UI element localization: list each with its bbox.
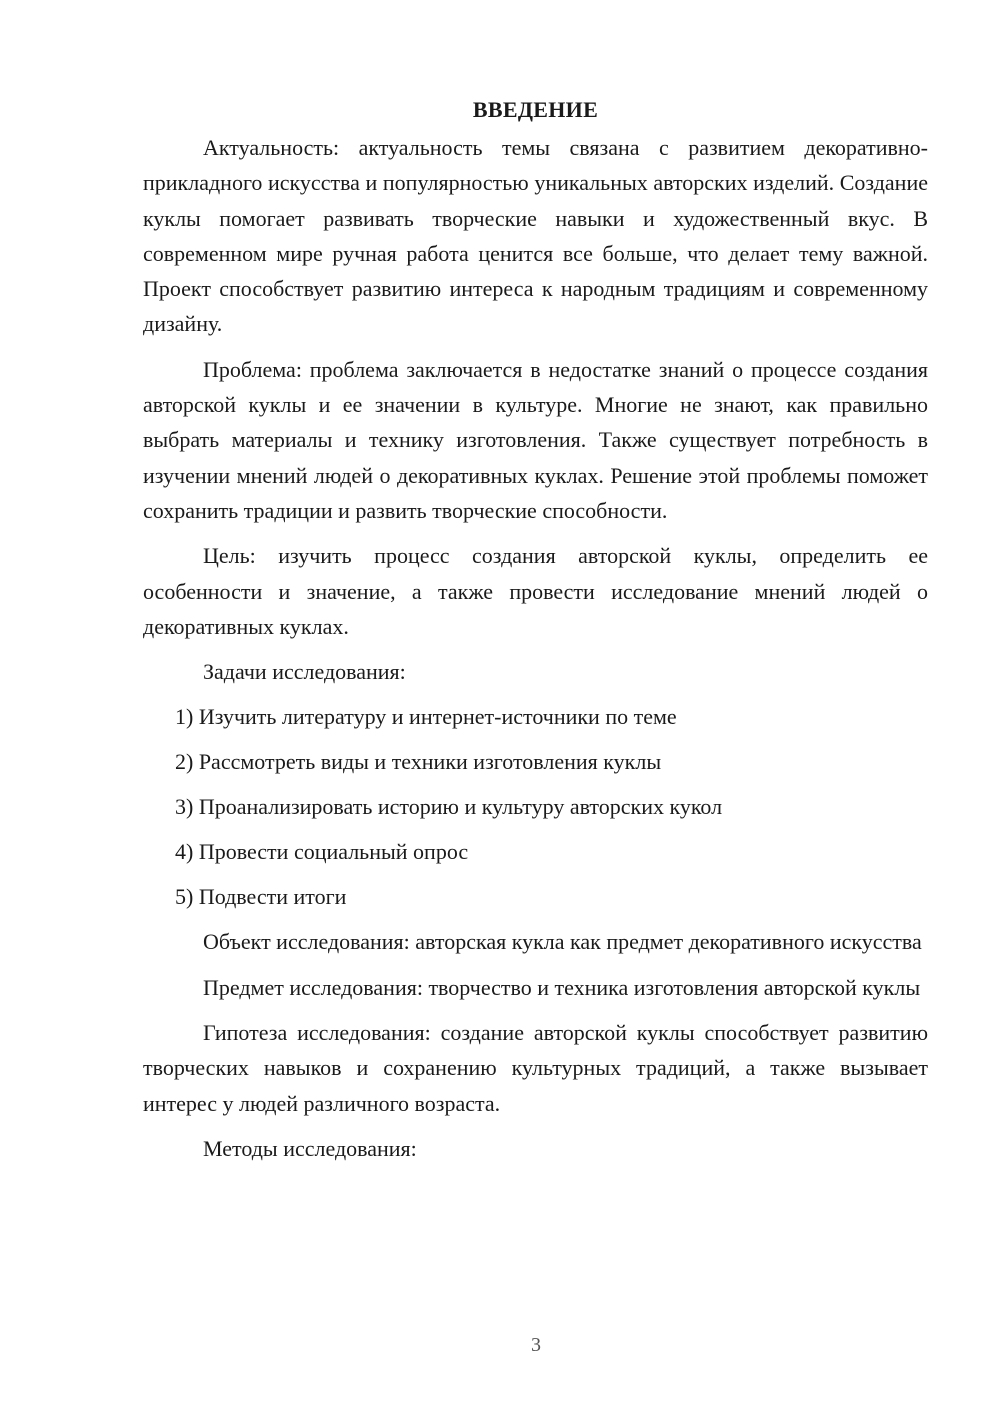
tasks-heading: Задачи исследования: xyxy=(203,659,406,685)
list-item: 2) Рассмотреть виды и техники изготовления куклы xyxy=(175,749,662,775)
list-item: 5) Подвести итоги xyxy=(175,884,347,910)
list-item: 1) Изучить литературу и интернет-источники по теме xyxy=(175,704,677,730)
paragraph-problem: Проблема: проблема заключается в недостатке знаний о процессе создания авторской куклы и ее значении в культуре. Многие не знают, как правильно выбрать материалы и технику изготовления. Также существует потребность в изучении мнений людей о декоративных куклах. Решение этой проблемы поможет сохранить традиции и развить творческие способности. xyxy=(143,356,928,523)
paragraph-relevance: Актуальность: актуальность темы связана с развитием декоративно-прикладного искусства и популярностью уникальных авторских изделий. Создание куклы помогает развивать творческие навыки и художественный вкус. В современном мире ручная работа ценится все больше, что делает тему важной. Проект способствует развитию интереса к народным традициям и современному дизайну. xyxy=(143,135,928,337)
page-title: ВВЕДЕНИЕ xyxy=(472,97,599,122)
paragraph-object: Объект исследования: авторская кукла как предмет декоративного искусства xyxy=(203,929,922,955)
list-item: 4) Провести социальный опрос xyxy=(175,839,469,865)
methods-heading: Методы исследования: xyxy=(203,1135,417,1161)
list-item: 3) Проанализировать историю и культуру авторских кукол xyxy=(175,794,723,820)
page-number: 3 xyxy=(531,1334,541,1356)
paragraph-subject: Предмет исследования: творчество и техника изготовления авторской куклы xyxy=(203,974,921,1000)
paragraph-hypothesis: Гипотеза исследования: создание авторской куклы способствует развитию творческих навыков и сохранению культурных традиций, а также вызывает интерес у людей различного возраста. xyxy=(143,1020,928,1116)
tasks-list xyxy=(143,699,928,914)
document-page xyxy=(143,92,928,1176)
paragraph-goal: Цель: изучить процесс создания авторской куклы, определить ее особенности и значение, а также провести исследование мнений людей о декоративных куклах. xyxy=(143,543,928,639)
